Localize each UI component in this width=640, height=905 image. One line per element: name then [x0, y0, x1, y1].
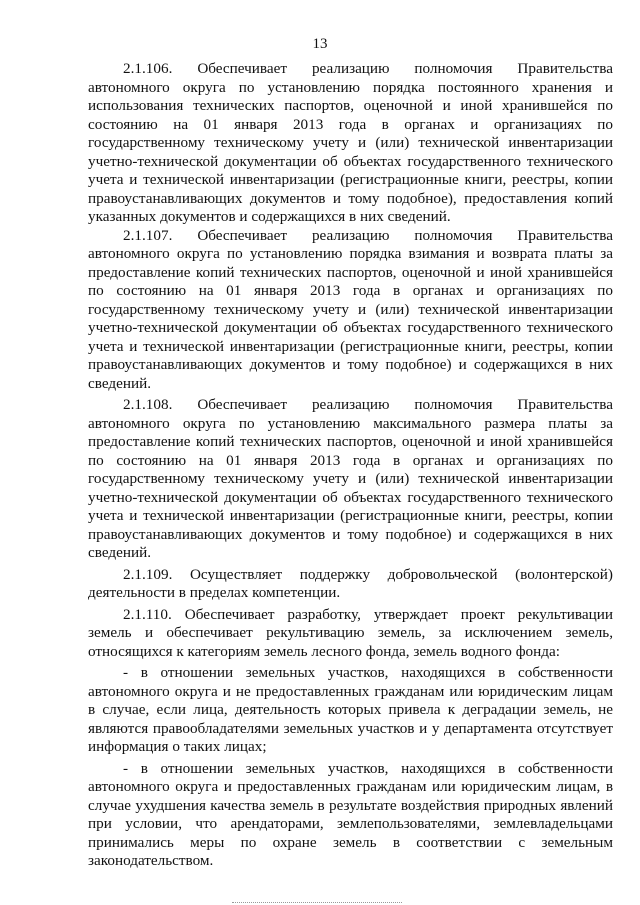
paragraph-2-1-106: 2.1.106. Обеспечивает реализацию полномочия Правительства автономного округа по установлению порядка постоянного хранения и использования технических паспортов, оценочной и иной хранившейся по состоянию на 01 января 2013 года в органах и организациях по государственному техническому учету и (или) технической инвентаризации учетно-технической документации об объектах государственного технического учета и технической инвентаризации (регистрационные книги, реестры, копии правоустанавливающих документов и тому подобное), предоставления копий указанных документов и содержащихся в них сведений. — [88, 60, 613, 225]
paragraph-2-1-108: 2.1.108. Обеспечивает реализацию полномочия Правительства автономного округа по установлению максимального размера платы за предоставление копий технических паспортов, оценочной и иной хранившейся по состоянию на 01 января 2013 года в органах и организациях по государственному техническому учету и (или) технической инвентаризации учетно-технической документации об объектах государственного технического учета и технической инвентаризации (регистрационные книги, реестры, копии правоустанавливающих документов и тому подобное) и содержащихся в них сведений. — [88, 396, 613, 561]
scan-artifact-divider — [232, 898, 402, 903]
paragraph-2-1-109: 2.1.109. Осуществляет поддержку добровольческой (волонтерской) деятельности в пределах компетенции. — [88, 565, 613, 601]
document-body — [88, 60, 613, 871]
paragraph-2-1-107: 2.1.107. Обеспечивает реализацию полномочия Правительства автономного округа по установлению порядка взимания и возврата платы за предоставление копий технических паспортов, оценочной и иной хранившейся по состоянию на 01 января 2013 года в органах и организациях по государственному техническому учету и (или) технической инвентаризации учетно-технической документации об объектах государственного технического учета и технической инвентаризации (регистрационные книги, реестры, копии правоустанавливающих документов и тому подобное) и содержащихся в них сведений. — [88, 226, 613, 392]
paragraph-2-1-110: 2.1.110. Обеспечивает разработку, утверждает проект рекультивации земель и обеспечивает рекультивацию земель, за исключением земель, относящихся к категориям земель лесного фонда, земель водного фонда: — [88, 605, 613, 660]
page-number: 13 — [312, 36, 328, 52]
list-item: - в отношении земельных участков, находящихся в собственности автономного округа и не предоставленных гражданам или юридическим лицам в случае, если лица, деятельность которых привела к деградации земель, не являются правообладателями земельных участков и у департамента отсутствует информация о таких лицах; — [88, 664, 613, 757]
list-item: - в отношении земельных участков, находящихся в собственности автономного округа и предоставленных гражданам или юридическим лицам, в случае ухудшения качества земель в результате воздействия природных явлений при условии, что арендаторами, землепользователями, землевладельцами принимались меры по охране земель в соответствии с земельным законодательством. — [88, 760, 613, 871]
